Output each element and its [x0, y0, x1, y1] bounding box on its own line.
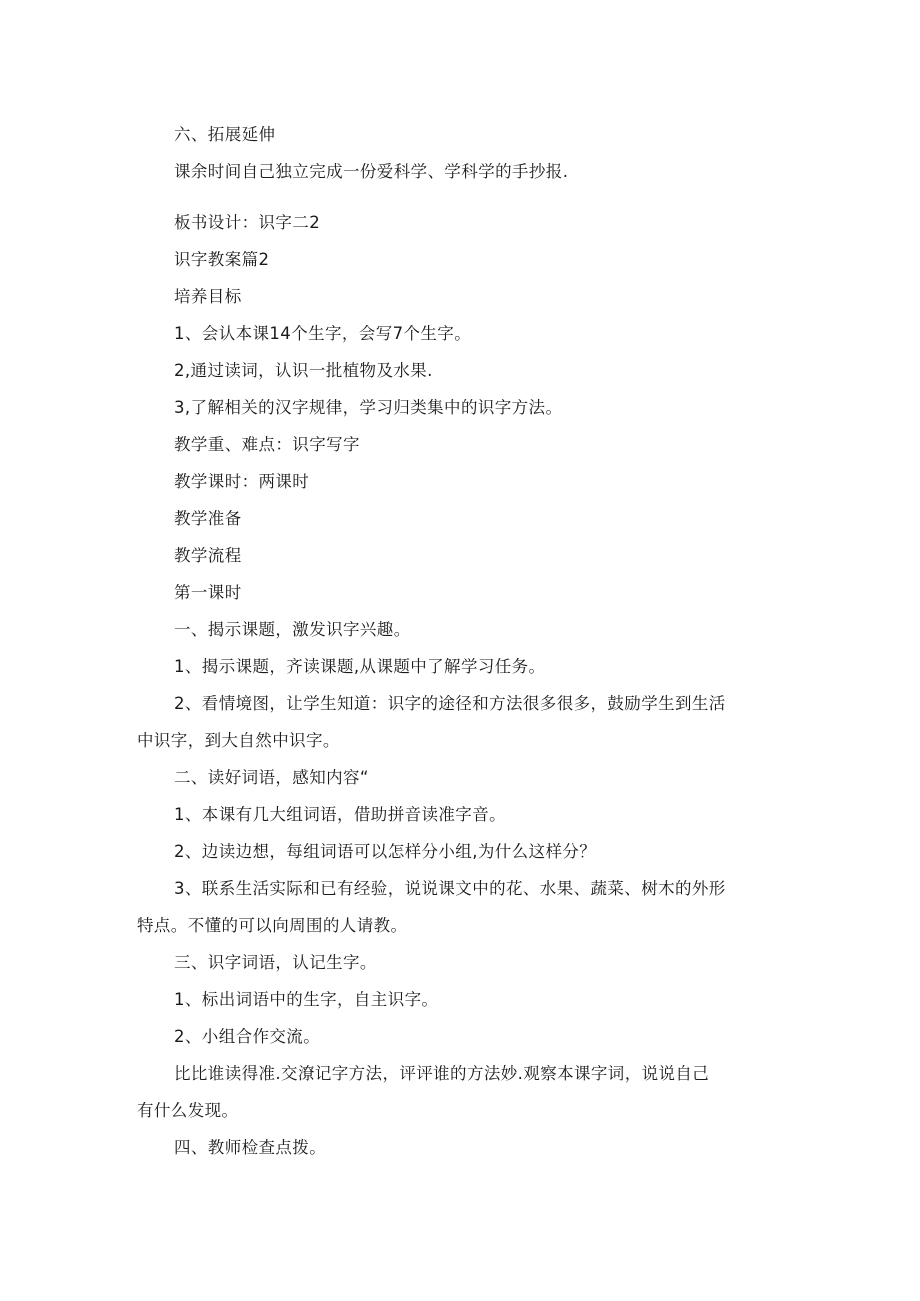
paragraph-line: 中识字，到大自然中识字。 — [137, 731, 340, 750]
section-heading: 三、识字词语，认记生字。 — [174, 953, 377, 972]
paragraph-line: 特点。不懂的可以向周围的人请教。 — [137, 916, 408, 935]
section-heading: 教学流程 — [174, 546, 242, 565]
list-item: 2、边读边想，每组词语可以怎样分小组,为什么这样分？ — [174, 842, 597, 861]
list-item: 1、标出词语中的生字，自主识字。 — [174, 990, 439, 1009]
document-title: 识字教案篇2 — [174, 250, 270, 269]
paragraph-line: 课余时间自己独立完成一份爱科学、学科学的手抄报. — [174, 162, 569, 181]
list-item: 2、小组合作交流。 — [174, 1027, 321, 1046]
list-item: 2、看情境图，让学生知道：识字的途径和方法很多很多，鼓励学生到生活 — [174, 694, 726, 713]
section-heading: 四、教师检查点拨。 — [174, 1138, 327, 1157]
list-item: 3,了解相关的汉字规律，学习归类集中的识字方法。 — [174, 398, 563, 417]
list-item: 2,通过读词，认识一批植物及水果. — [174, 361, 433, 380]
section-heading: 教学准备 — [174, 509, 242, 528]
list-item: 1、揭示课题，齐读课题,从课题中了解学习任务。 — [174, 657, 546, 676]
section-heading: 一、揭示课题，激发识字兴趣。 — [174, 620, 411, 639]
paragraph-line: 有什么发现。 — [137, 1101, 239, 1120]
section-heading: 培养目标 — [174, 287, 242, 306]
list-item: 1、本课有几大组词语，借助拼音读准字音。 — [174, 805, 506, 824]
section-heading-extension: 六、拓展延伸 — [174, 125, 276, 144]
paragraph-line: 比比谁读得准.交潦记字方法，评评谁的方法妙.观察本课字词，说说自己 — [174, 1064, 710, 1083]
paragraph-line: 教学重、难点：识字写字 — [174, 435, 360, 454]
paragraph-line: 板书设计：识字二2 — [174, 213, 321, 232]
section-heading: 二、读好词语，感知内容“ — [174, 768, 369, 787]
list-item: 3、联系生活实际和已有经验，说说课文中的花、水果、蔬菜、树木的外形 — [174, 879, 726, 898]
section-heading: 第一课时 — [174, 583, 242, 602]
paragraph-line: 教学课时：两课时 — [174, 472, 310, 491]
list-item: 1、会认本课14个生字，会写7个生字。 — [174, 324, 472, 343]
